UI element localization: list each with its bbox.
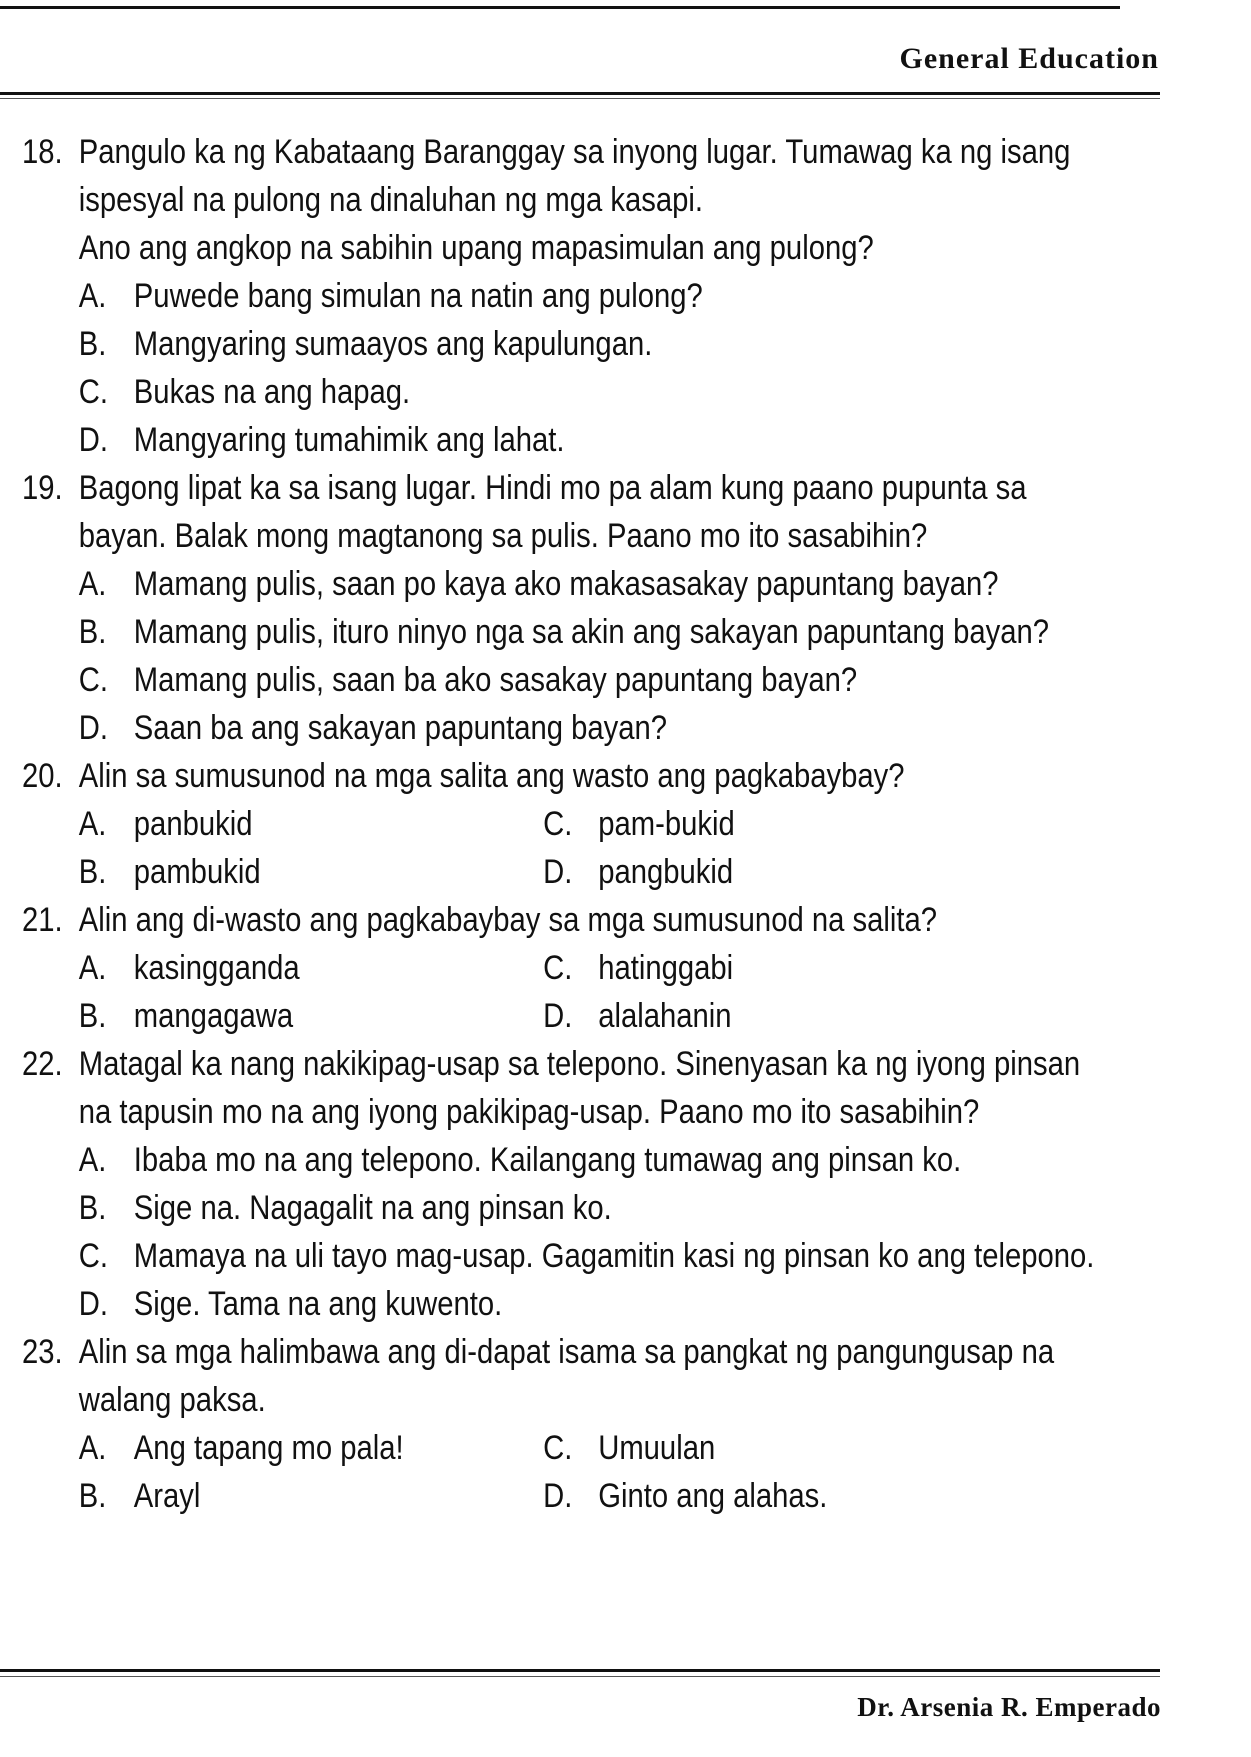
option-letter: B.	[78, 997, 107, 1035]
option-d	[543, 848, 1007, 896]
option-b	[79, 992, 543, 1040]
stem-line: ispesyal na pulong na dinaluhan ng mga kasapi.	[78, 181, 703, 219]
option-text: Puwede bang simulan na natin ang pulong?	[133, 277, 703, 315]
running-header: General Education	[899, 42, 1159, 75]
stem-line: Matagal ka nang nakikipag-usap sa telepono. Sinenyasan ka ng iyong pinsan	[78, 1045, 1081, 1083]
option-text: Mamang pulis, saan ba ako sasakay papuntang bayan?	[133, 661, 858, 699]
option-text: Mamang pulis, saan po kaya ako makasasakay papuntang bayan?	[133, 565, 999, 603]
option-text: Mangyaring sumaayos ang kapulungan.	[133, 325, 653, 363]
option-text: Umuulan	[598, 1429, 716, 1467]
option-a	[79, 800, 543, 848]
option-text: Mamang pulis, ituro ninyo nga sa akin ang sakayan papuntang bayan?	[133, 613, 1050, 651]
option-letter: B.	[78, 1189, 107, 1227]
question-stem	[79, 128, 1172, 272]
option-b	[79, 848, 543, 896]
question-number: 21.	[22, 901, 63, 939]
question-number: 18.	[22, 133, 63, 171]
option-text: Mamaya na uli tayo mag-usap. Gagamitin kasi ng pinsan ko ang telepono.	[133, 1237, 1095, 1275]
question-stem	[79, 1328, 1172, 1424]
stem-line: Alin ang di-wasto ang pagkabaybay sa mga sumusunod na salita?	[78, 901, 938, 939]
option-letter: A.	[78, 1141, 107, 1179]
answer-options	[79, 560, 1172, 752]
question-18	[22, 128, 1172, 464]
top-border-rule	[0, 6, 1120, 9]
stem-line: walang paksa.	[78, 1381, 266, 1419]
question-22	[22, 1040, 1172, 1328]
option-text: Mangyaring tumahimik ang lahat.	[133, 421, 565, 459]
answer-options	[79, 1424, 1172, 1520]
option-text: pangbukid	[598, 853, 734, 891]
option-text: Sige. Tama na ang kuwento.	[133, 1285, 503, 1323]
option-c	[543, 944, 1007, 992]
question-stem	[79, 896, 1172, 944]
header-rule	[0, 92, 1160, 95]
option-c	[79, 368, 1172, 416]
option-text: mangagawa	[133, 997, 294, 1035]
option-text: Sige na. Nagagalit na ang pinsan ko.	[133, 1189, 612, 1227]
stem-line: Pangulo ka ng Kabataang Baranggay sa inyong lugar. Tumawag ka ng isang	[78, 133, 1071, 171]
footer-rule	[0, 1669, 1160, 1672]
option-d	[79, 704, 1172, 752]
option-letter: A.	[78, 1429, 107, 1467]
option-letter: D.	[78, 709, 108, 747]
option-text: Arayl	[133, 1477, 201, 1515]
option-letter: C.	[78, 373, 108, 411]
option-text: Ang tapang mo pala!	[133, 1429, 404, 1467]
question-stem	[79, 464, 1172, 560]
option-c	[543, 1424, 1007, 1472]
option-text: kasingganda	[133, 949, 300, 987]
option-letter: C.	[543, 1429, 573, 1467]
option-a	[79, 944, 543, 992]
option-a	[79, 1424, 543, 1472]
option-letter: A.	[78, 565, 107, 603]
option-letter: D.	[543, 1477, 573, 1515]
question-stem	[79, 752, 1172, 800]
stem-line: Alin sa mga halimbawa ang di-dapat isama sa pangkat ng pangungusap na	[78, 1333, 1055, 1371]
option-letter: C.	[543, 805, 573, 843]
option-d	[543, 992, 1007, 1040]
footer-rule-thin	[0, 1676, 1160, 1677]
option-text: Bukas na ang hapag.	[133, 373, 411, 411]
option-text: pam-bukid	[598, 805, 735, 843]
question-number: 22.	[22, 1045, 63, 1083]
option-d	[79, 1280, 1172, 1328]
option-d	[79, 416, 1172, 464]
answer-options	[79, 800, 1172, 896]
question-number: 20.	[22, 757, 63, 795]
option-b	[79, 608, 1172, 656]
option-letter: D.	[543, 997, 573, 1035]
option-letter: A.	[78, 277, 107, 315]
option-c	[79, 1232, 1172, 1280]
running-footer: Dr. Arsenia R. Emperado	[857, 1692, 1161, 1722]
option-d	[543, 1472, 1007, 1520]
question-number: 19.	[22, 469, 63, 507]
option-c	[79, 656, 1172, 704]
option-letter: A.	[78, 949, 107, 987]
option-a	[79, 1136, 1172, 1184]
option-letter: C.	[78, 1237, 108, 1275]
option-text: panbukid	[133, 805, 253, 843]
stem-line: Alin sa sumusunod na mga salita ang wasto ang pagkabaybay?	[78, 757, 905, 795]
question-21	[22, 896, 1172, 1040]
option-letter: A.	[78, 805, 107, 843]
option-b	[79, 1184, 1172, 1232]
stem-line: Bagong lipat ka sa isang lugar. Hindi mo pa alam kung paano pupunta sa	[78, 469, 1027, 507]
option-a	[79, 560, 1172, 608]
question-23	[22, 1328, 1172, 1520]
option-c	[543, 800, 1007, 848]
option-text: Ibaba mo na ang telepono. Kailangang tumawag ang pinsan ko.	[133, 1141, 962, 1179]
question-20	[22, 752, 1172, 896]
option-letter: D.	[78, 421, 108, 459]
question-19	[22, 464, 1172, 752]
option-text: pambukid	[133, 853, 261, 891]
answer-options	[79, 272, 1172, 464]
option-letter: D.	[78, 1285, 108, 1323]
option-text: Saan ba ang sakayan papuntang bayan?	[133, 709, 668, 747]
option-b	[79, 320, 1172, 368]
option-text: hatinggabi	[598, 949, 734, 987]
stem-line: bayan. Balak mong magtanong sa pulis. Paano mo ito sasabihin?	[78, 517, 928, 555]
question-stem	[79, 1040, 1172, 1136]
questions-list	[22, 128, 1172, 1520]
option-letter: B.	[78, 613, 107, 651]
header-rule-thin	[0, 98, 1160, 99]
option-letter: C.	[78, 661, 108, 699]
option-b	[79, 1472, 543, 1520]
stem-line: Ano ang angkop na sabihin upang mapasimulan ang pulong?	[78, 229, 874, 267]
stem-line: na tapusin mo na ang iyong pakikipag-usap. Paano mo ito sasabihin?	[78, 1093, 980, 1131]
option-text: Ginto ang alahas.	[598, 1477, 828, 1515]
option-letter: B.	[78, 325, 107, 363]
option-a	[79, 272, 1172, 320]
option-letter: B.	[78, 853, 107, 891]
answer-options	[79, 944, 1172, 1040]
option-text: alalahanin	[598, 997, 732, 1035]
option-letter: D.	[543, 853, 573, 891]
option-letter: C.	[543, 949, 573, 987]
answer-options	[79, 1136, 1172, 1328]
option-letter: B.	[78, 1477, 107, 1515]
question-number: 23.	[22, 1333, 63, 1371]
